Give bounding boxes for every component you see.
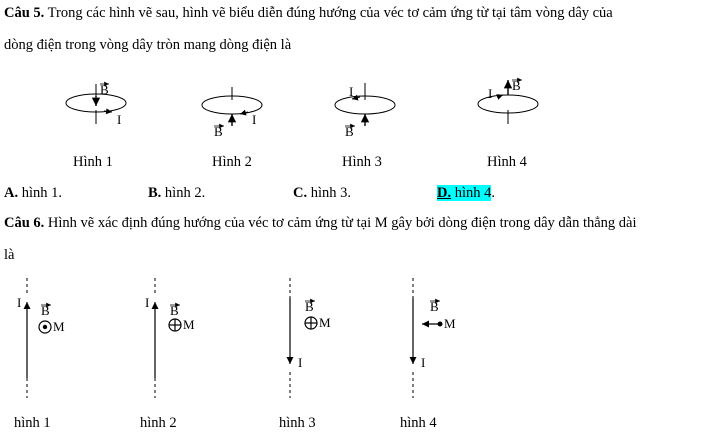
q5-fig4-b-label: B: [512, 78, 521, 93]
q6-text-line2: là: [4, 247, 15, 263]
q5-caption-2: Hình 2: [212, 154, 252, 170]
q6-caption-2: hình 2: [140, 415, 177, 431]
q5-option-c-text: hình 3.: [310, 185, 352, 201]
q6-fig1-i-label: I: [17, 295, 22, 310]
q5-option-d-suffix: .: [491, 185, 496, 201]
q5-fig2-b-label: B: [214, 124, 223, 139]
q5-fig1-b-label: B: [100, 82, 109, 97]
q5-option-d-text: hình 4: [454, 185, 492, 201]
q5-fig1-i-label: I: [117, 112, 122, 127]
q5-option-a-letter: A.: [4, 185, 19, 201]
q6-caption-4: hình 4: [400, 415, 437, 431]
q6-fig2-b-label: B: [170, 303, 179, 318]
q6-fig4-b-label: B: [430, 299, 439, 314]
q5-fig2-i-label: I: [252, 112, 257, 127]
q6-fig3-i-label: I: [298, 355, 303, 370]
q5-option-b-letter: B.: [148, 185, 162, 201]
q6-fig2-i-label: I: [145, 295, 150, 310]
q5-caption-1: Hình 1: [73, 154, 113, 170]
q5-fig4-i-label: I: [488, 86, 493, 101]
q6-fig4-i-label: I: [421, 355, 426, 370]
q5-option-c-letter: C.: [293, 185, 308, 201]
q5-option-d-letter: D.: [437, 185, 452, 201]
q6-text-line1: Hình vẽ xác định đúng hướng của véc tơ cảm ứng từ tại M gây bởi dòng điện trong dây dẫn thẳng dài: [47, 215, 637, 231]
q5-caption-4: Hình 4: [487, 154, 527, 170]
q6-figure-1: [17, 278, 65, 398]
q5-text-line2: dòng điện trong vòng dây tròn mang dòng điện là: [4, 37, 292, 53]
q5-option-a-text: hình 1.: [21, 185, 63, 201]
q6-fig3-b-label: B: [305, 299, 314, 314]
q6-caption-1: hình 1: [14, 415, 51, 431]
q6-fig3-m-label: M: [319, 315, 331, 330]
q6-label: Câu 6.: [4, 215, 45, 231]
q6-fig1-m-label: M: [53, 319, 65, 334]
q6-caption-3: hình 3: [279, 415, 316, 431]
q6-fig2-m-label: M: [183, 317, 195, 332]
q6-fig1-b-label: B: [41, 303, 50, 318]
q6-figure-3: [290, 278, 331, 398]
q5-option-b-text: hình 2.: [164, 185, 206, 201]
q5-fig3-i-label: I: [349, 84, 354, 99]
q5-text-line1: Trong các hình vẽ sau, hình vẽ biểu diễn đúng hướng của véc tơ cảm ứng từ tại tâm vòng dây của: [47, 5, 613, 21]
q6-figure-4: [413, 278, 456, 398]
q5-caption-3: Hình 3: [342, 154, 382, 170]
q5-fig3-b-label: B: [345, 124, 354, 139]
q6-figure-2: [145, 278, 195, 398]
q6-fig4-m-label: M: [444, 316, 456, 331]
q5-label: Câu 5.: [4, 5, 45, 21]
